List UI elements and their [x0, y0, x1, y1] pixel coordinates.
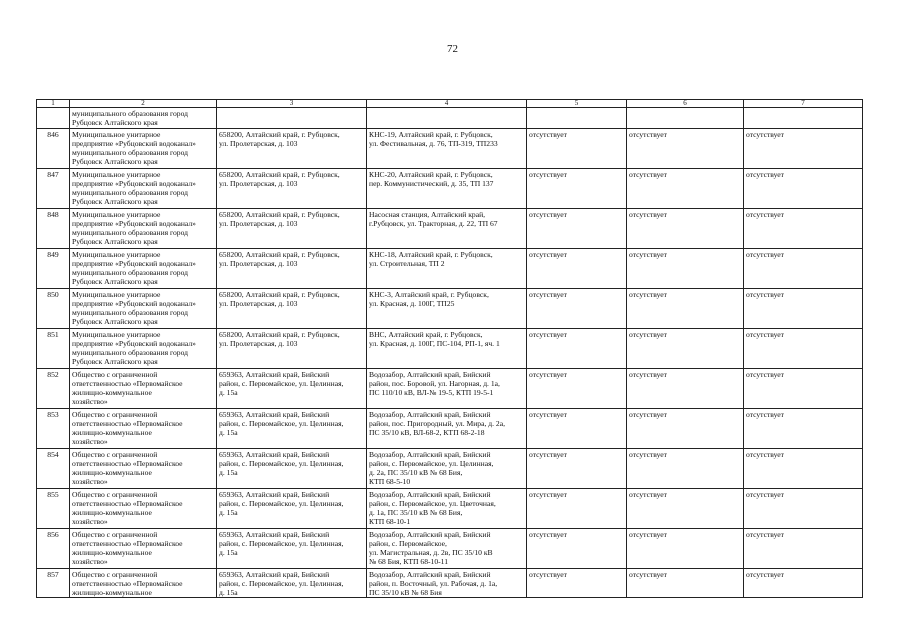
table-row	[37, 329, 863, 369]
cell-address: 659363, Алтайский край, Бийский район, с. Первомайское, ул. Целинная, д. 15а	[217, 569, 367, 598]
cell-owner: Муниципальное унитарное предприятие «Рубцовский водоканал» муниципального образования город Рубцовск Алтайского края	[70, 249, 217, 289]
cell-col6: отсутствует	[627, 449, 744, 489]
cell-num: 851	[37, 329, 70, 369]
table-row	[37, 369, 863, 409]
cell-col6: отсутствует	[627, 209, 744, 249]
cell-owner: Общество с ограниченной ответственностью «Первомайское жилищно-коммунальное	[70, 569, 217, 598]
page-number: 72	[447, 43, 458, 55]
cell-object	[367, 108, 527, 129]
cell-owner: муниципального образования город Рубцовск Алтайского края	[70, 108, 217, 129]
cell-address: 659363, Алтайский край, Бийский район, с. Первомайское, ул. Целинная, д. 15а	[217, 449, 367, 489]
cell-col7: отсутствует	[744, 129, 863, 169]
cell-address: 658200, Алтайский край, г. Рубцовск, ул. Пролетарская, д. 103	[217, 289, 367, 329]
cell-address: 659363, Алтайский край, Бийский район, с. Первомайское, ул. Целинная, д. 15а	[217, 369, 367, 409]
cell-address: 659363, Алтайский край, Бийский район, с. Первомайское, ул. Целинная, д. 15а	[217, 529, 367, 569]
cell-col7	[744, 108, 863, 129]
cell-object: КНС-19, Алтайский край, г. Рубцовск, ул. Фестивальная, д. 76, ТП-319, ТП233	[367, 129, 527, 169]
cell-col5: отсутствует	[527, 409, 627, 449]
cell-col6	[627, 108, 744, 129]
cell-col7: отсутствует	[744, 289, 863, 329]
cell-address: 658200, Алтайский край, г. Рубцовск, ул. Пролетарская, д. 103	[217, 129, 367, 169]
cell-num: 848	[37, 209, 70, 249]
cell-col6: отсутствует	[627, 529, 744, 569]
cell-address	[217, 108, 367, 129]
cell-col6: отсутствует	[627, 369, 744, 409]
cell-num: 854	[37, 449, 70, 489]
cell-col6: отсутствует	[627, 569, 744, 598]
cell-num: 856	[37, 529, 70, 569]
cell-object: Водозабор, Алтайский край, Бийский район, пос. Боровой, ул. Нагорная, д. 1а, ПС 110/10 кВ, ВЛ-№ 19-5, КТП 19-5-1	[367, 369, 527, 409]
cell-object: КНС-3, Алтайский край, г. Рубцовск, ул. Красная, д. 100Г, ТП25	[367, 289, 527, 329]
cell-num: 847	[37, 169, 70, 209]
continuation-row	[37, 108, 863, 129]
cell-num	[37, 108, 70, 129]
cell-address: 658200, Алтайский край, г. Рубцовск, ул. Пролетарская, д. 103	[217, 249, 367, 289]
cell-col6: отсутствует	[627, 169, 744, 209]
column-header: 3	[217, 100, 367, 108]
cell-col5: отсутствует	[527, 209, 627, 249]
cell-object: Насосная станция, Алтайский край, г.Рубцовск, ул. Тракторная, д. 22, ТП 67	[367, 209, 527, 249]
cell-col7: отсутствует	[744, 569, 863, 598]
cell-col6: отсутствует	[627, 329, 744, 369]
table-row	[37, 489, 863, 529]
cell-col5: отсутствует	[527, 369, 627, 409]
cell-object: КНС-20, Алтайский край, г. Рубцовск, пер. Коммунистический, д. 35, ТП 137	[367, 169, 527, 209]
cell-owner: Муниципальное унитарное предприятие «Рубцовский водоканал» муниципального образования город Рубцовск Алтайского края	[70, 329, 217, 369]
table-row	[37, 209, 863, 249]
table-row	[37, 569, 863, 598]
cell-address: 658200, Алтайский край, г. Рубцовск, ул. Пролетарская, д. 103	[217, 329, 367, 369]
cell-col5: отсутствует	[527, 249, 627, 289]
cell-col5: отсутствует	[527, 489, 627, 529]
table-row	[37, 249, 863, 289]
cell-owner: Муниципальное унитарное предприятие «Рубцовский водоканал» муниципального образования город Рубцовск Алтайского края	[70, 169, 217, 209]
table-row	[37, 449, 863, 489]
cell-object: Водозабор, Алтайский край, Бийский район, с. Первомайское, ул. Магистральная, д. 2в, ПС 35/10 кВ № 68 Бия, КТП 68-10-11	[367, 529, 527, 569]
cell-owner: Муниципальное унитарное предприятие «Рубцовский водоканал» муниципального образования город Рубцовск Алтайского края	[70, 129, 217, 169]
cell-object: КНС-18, Алтайский край, г. Рубцовск, ул. Строительная, ТП 2	[367, 249, 527, 289]
cell-col7: отсутствует	[744, 449, 863, 489]
cell-address: 659363, Алтайский край, Бийский район, с. Первомайское, ул. Целинная, д. 15а	[217, 489, 367, 529]
cell-num: 853	[37, 409, 70, 449]
table-row	[37, 169, 863, 209]
cell-num: 857	[37, 569, 70, 598]
column-header: 1	[37, 100, 70, 108]
cell-object: Водозабор, Алтайский край, Бийский район, с. Первомайское, ул. Цветочная, д. 1а, ПС 35/10 кВ № 68 Бия, КТП 68-10-1	[367, 489, 527, 529]
column-header: 4	[367, 100, 527, 108]
cell-col6: отсутствует	[627, 129, 744, 169]
cell-address: 659363, Алтайский край, Бийский район, с. Первомайское, ул. Целинная, д. 15а	[217, 409, 367, 449]
cell-col6: отсутствует	[627, 289, 744, 329]
cell-owner: Муниципальное унитарное предприятие «Рубцовский водоканал» муниципального образования город Рубцовск Алтайского края	[70, 289, 217, 329]
cell-object: Водозабор, Алтайский край, Бийский район, пос. Пригородный, ул. Мира, д. 2а, ПС 35/10 кВ, ВЛ-68-2, КТП 68-2-18	[367, 409, 527, 449]
cell-col5: отсутствует	[527, 569, 627, 598]
column-number-row	[37, 100, 863, 108]
column-header: 2	[70, 100, 217, 108]
cell-num: 852	[37, 369, 70, 409]
registry-table	[36, 99, 863, 598]
cell-col7: отсутствует	[744, 409, 863, 449]
cell-col7: отсутствует	[744, 249, 863, 289]
cell-num: 849	[37, 249, 70, 289]
column-header: 5	[527, 100, 627, 108]
cell-col6: отсутствует	[627, 249, 744, 289]
table-row	[37, 409, 863, 449]
cell-col7: отсутствует	[744, 369, 863, 409]
cell-col5: отсутствует	[527, 129, 627, 169]
table-row	[37, 529, 863, 569]
cell-owner: Общество с ограниченной ответственностью «Первомайское жилищно-коммунальное хозяйство»	[70, 489, 217, 529]
cell-col5: отсутствует	[527, 449, 627, 489]
cell-num: 855	[37, 489, 70, 529]
cell-object: Водозабор, Алтайский край, Бийский район, с. Первомайское, ул. Целинная, д. 2а, ПС 35/10 кВ № 68 Бия, КТП 68-5-10	[367, 449, 527, 489]
cell-col5: отсутствует	[527, 169, 627, 209]
cell-owner: Общество с ограниченной ответственностью «Первомайское жилищно-коммунальное хозяйство»	[70, 449, 217, 489]
cell-address: 658200, Алтайский край, г. Рубцовск, ул. Пролетарская, д. 103	[217, 209, 367, 249]
cell-col5	[527, 108, 627, 129]
cell-col6: отсутствует	[627, 409, 744, 449]
table-row	[37, 289, 863, 329]
cell-object: ВНС, Алтайский край, г. Рубцовск, ул. Красная, д. 100Г, ПС-104, РП-1, яч. 1	[367, 329, 527, 369]
cell-col7: отсутствует	[744, 529, 863, 569]
cell-owner: Общество с ограниченной ответственностью «Первомайское жилищно-коммунальное хозяйство»	[70, 529, 217, 569]
cell-owner: Общество с ограниченной ответственностью «Первомайское жилищно-коммунальное хозяйство»	[70, 409, 217, 449]
cell-col7: отсутствует	[744, 209, 863, 249]
cell-col6: отсутствует	[627, 489, 744, 529]
cell-col7: отсутствует	[744, 329, 863, 369]
cell-col5: отсутствует	[527, 289, 627, 329]
cell-num: 850	[37, 289, 70, 329]
cell-col7: отсутствует	[744, 489, 863, 529]
cell-address: 658200, Алтайский край, г. Рубцовск, ул. Пролетарская, д. 103	[217, 169, 367, 209]
cell-col7: отсутствует	[744, 169, 863, 209]
cell-num: 846	[37, 129, 70, 169]
cell-owner: Муниципальное унитарное предприятие «Рубцовский водоканал» муниципального образования город Рубцовск Алтайского края	[70, 209, 217, 249]
cell-col5: отсутствует	[527, 329, 627, 369]
table-row	[37, 129, 863, 169]
cell-object: Водозабор, Алтайский край, Бийский район, п. Восточный, ул. Рабочая, д. 1а, ПС 35/10 кВ № 68 Бия	[367, 569, 527, 598]
column-header: 6	[627, 100, 744, 108]
column-header: 7	[744, 100, 863, 108]
cell-col5: отсутствует	[527, 529, 627, 569]
cell-owner: Общество с ограниченной ответственностью «Первомайское жилищно-коммунальное хозяйство»	[70, 369, 217, 409]
